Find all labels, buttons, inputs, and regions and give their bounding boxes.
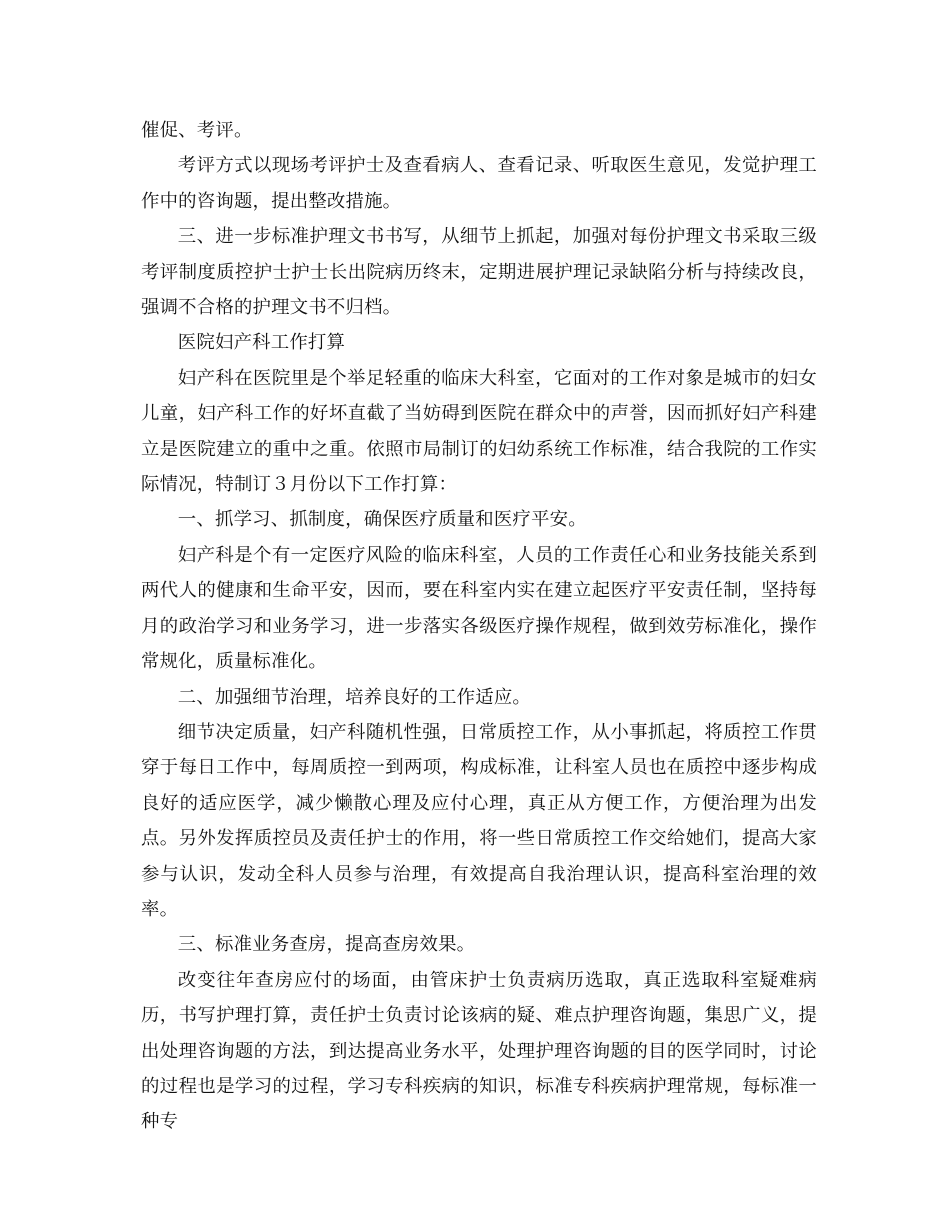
- subheading-3: 三、标准业务查房，提高查房效果。: [177, 934, 476, 956]
- paragraph-11: 改变往年查房应付的场面，由管床护士负责病历选取，真正选取科室疑难病历，书写护理打算，责任护士负责讨论该病的疑、难点护理咨询题，集思广义，提出处理咨询题的方法，到达提高业务水平，处理护理咨询题的目的医学同时，讨论的过程也是学习的过程，学习专科疾病的知识，标准专科疾病护理常规，每标准一种专: [141, 969, 817, 1133]
- subheading-2: 二、加强细节治理，培养良好的工作适应。: [177, 686, 532, 708]
- document-body: [141, 113, 817, 1140]
- paragraph-3: 三、进一步标准护理文书书写，从细节上抓起，加强对每份护理文书采取三级考评制度质控护士护士长出院病历终末，定期进展护理记录缺陷分析与持续改良，强调不合格的护理文书不归档。: [141, 226, 817, 319]
- paragraph-5: 妇产科在医院里是个举足轻重的临床大科室，它面对的工作对象是城市的妇女儿童，妇产科工作的好坏直截了当妨碍到医院在群众中的声誉，因而抓好妇产科建立是医院建立的重中之重。依照市局制订的妇幼系统工作标准，结合我院的工作实际情况，特制订３月份以下工作打算：: [141, 367, 817, 496]
- paragraph-2: 考评方式以现场考评护士及查看病人、查看记录、听取医生意见，发觉护理工作中的咨询题，提出整改措施。: [141, 155, 817, 212]
- paragraph-1: 催促、考评。: [141, 120, 253, 141]
- paragraph-9: 细节决定质量，妇产科随机性强，日常质控工作，从小事抓起，将质控工作贯穿于每日工作中，每周质控一到两项，构成标准，让科室人员也在质控中逐步构成良好的适应医学，减少懒散心理及应付心理，真正从方便工作，方便治理为出发点。另外发挥质控员及责任护士的作用，将一些日常质控工作交给她们，提高大家参与认识，发动全科人员参与治理，有效提高自我治理认识，提高科室治理的效率。: [141, 721, 817, 920]
- paragraph-7: 妇产科是个有一定医疗风险的临床科室，人员的工作责任心和业务技能关系到两代人的健康和生命平安，因而，要在科室内实在建立起医疗平安责任制，坚持每月的政治学习和业务学习，进一步落实各级医疗操作规程，做到效劳标准化，操作常规化，质量标准化。: [141, 544, 817, 673]
- subheading-1: 一、抓学习、抓制度，确保医疗质量和医疗平安。: [177, 509, 587, 531]
- section-heading: 医院妇产科工作打算: [177, 332, 346, 354]
